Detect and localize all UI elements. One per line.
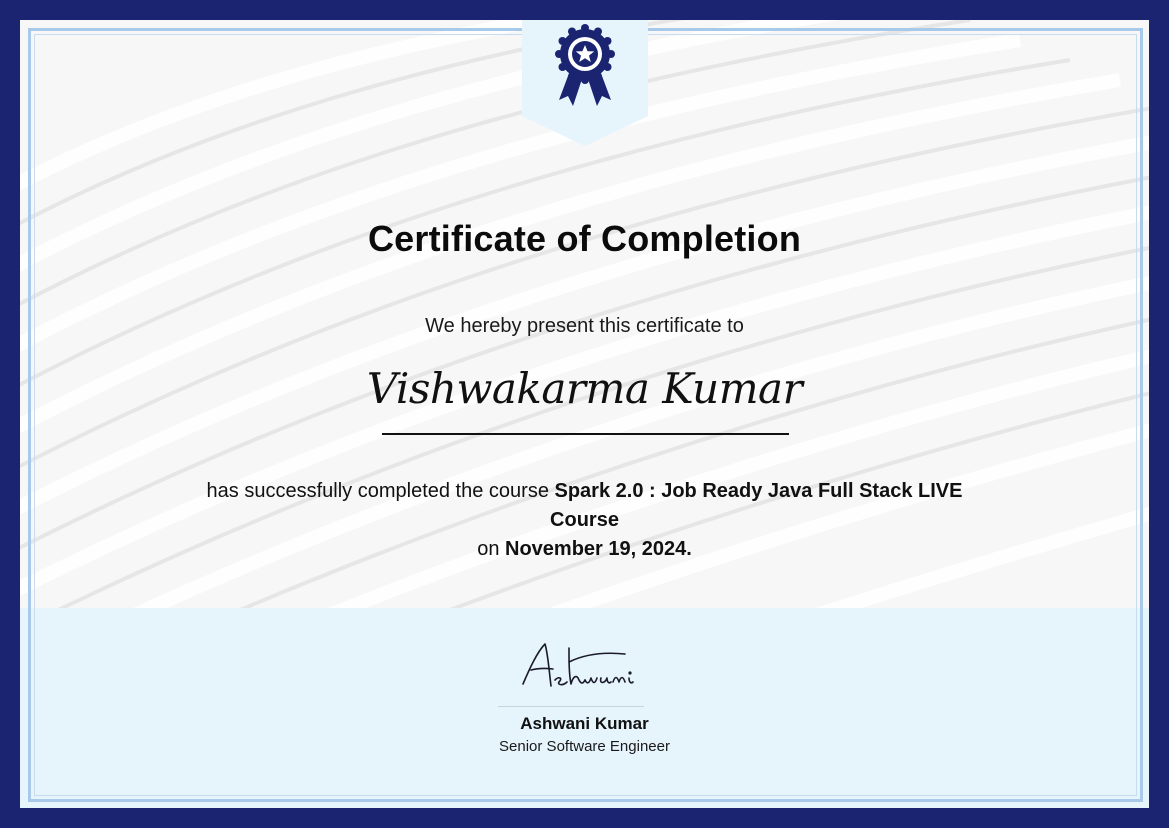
signatory-title: Senior Software Engineer — [499, 738, 670, 755]
certificate-title: Certificate of Completion — [367, 218, 802, 259]
completion-date: November 19, 2024. — [505, 538, 692, 560]
completion-prefix: has successfully completed the course — [206, 480, 555, 502]
course-name: Spark 2.0 : Job Ready Java Full Stack LIVE Course — [550, 480, 963, 531]
signatory-name: Ashwani Kumar — [520, 714, 649, 733]
recipient-name: Vishwakarma Kumar — [366, 364, 803, 413]
award-ribbon-star-icon — [522, 20, 648, 146]
certificate-page — [20, 20, 1149, 808]
signature-image — [515, 640, 655, 696]
date-prefix: on — [477, 538, 506, 560]
recipient-underline — [382, 433, 789, 435]
signature-line — [498, 706, 644, 707]
certificate-intro: We hereby present this certificate to — [425, 315, 744, 337]
signature-panel — [20, 608, 1149, 808]
completion-statement — [190, 477, 979, 564]
